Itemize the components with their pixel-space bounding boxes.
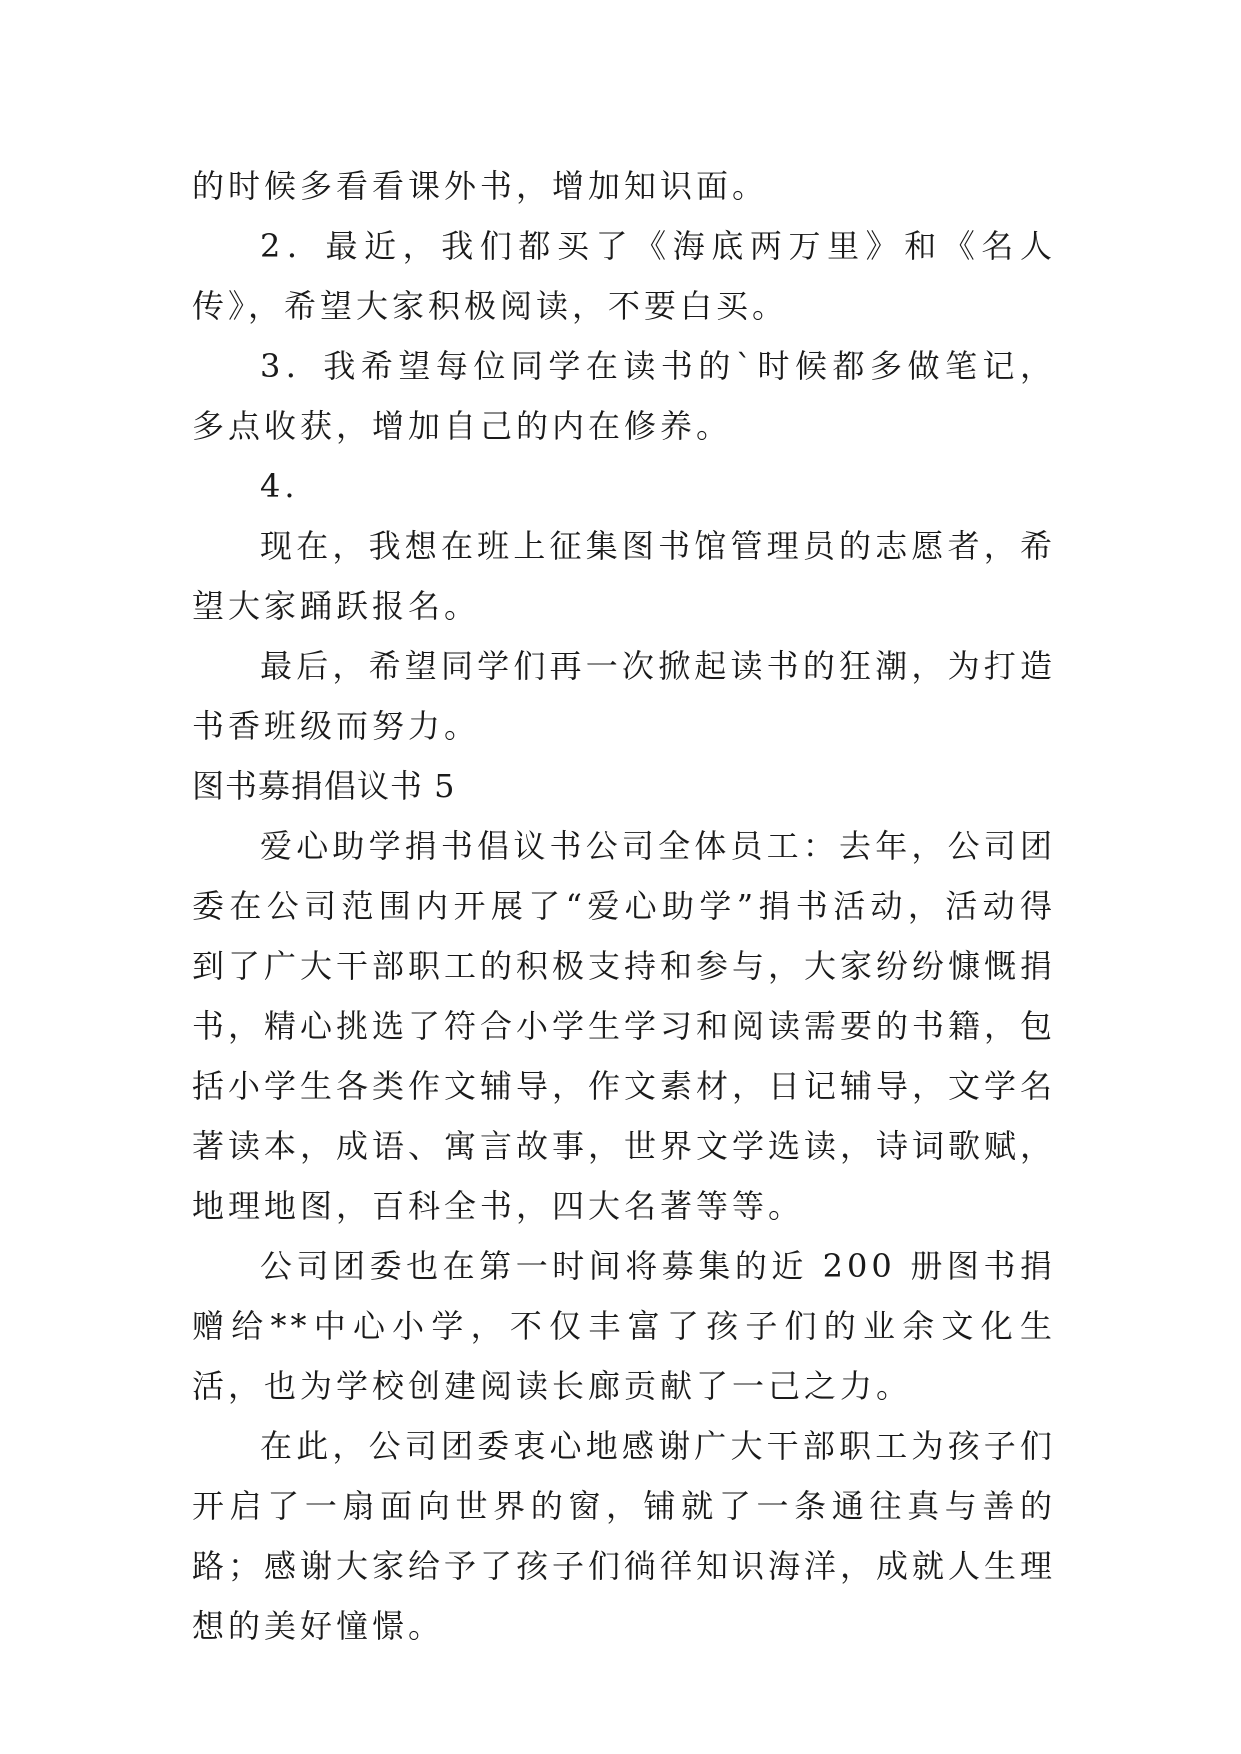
document-body [192,156,1056,1656]
paragraph: 2．最近，我们都买了《海底两万里》和《名人传》，希望大家积极阅读，不要白买。 [192,227,1056,325]
paragraph: 的时候多看看课外书，增加知识面。 [192,167,769,205]
paragraph: 3．我希望每位同学在读书的`时候都多做笔记，多点收获，增加自己的内在修养。 [192,347,1056,445]
paragraph: 4. [260,467,299,505]
paragraph: 公司团委也在第一时间将募集的近 200 册图书捐赠给**中心小学，不仅丰富了孩子们的业余文化生活，也为学校创建阅读长廊贡献了一己之力。 [192,1247,1056,1405]
paragraph: 爱心助学捐书倡议书公司全体员工：去年，公司团委在公司范围内开展了“爱心助学”捐书活动，活动得到了广大干部职工的积极支持和参与，大家纷纷慷慨捐书，精心挑选了符合小学生学习和阅读需要的书籍，包括小学生各类作文辅导，作文素材，日记辅导，文学名著读本，成语、寓言故事，世界文学选读，诗词歌赋，地理地图，百科全书，四大名著等等。 [192,827,1057,1225]
section-title: 图书募捐倡议书 5 [192,767,456,805]
paragraph: 在此，公司团委衷心地感谢广大干部职工为孩子们开启了一扇面向世界的窗，铺就了一条通往真与善的路；感谢大家给予了孩子们徜徉知识海洋，成就人生理想的美好憧憬。 [192,1427,1057,1645]
paragraph: 现在，我想在班上征集图书馆管理员的志愿者，希望大家踊跃报名。 [192,527,1056,625]
paragraph: 最后，希望同学们再一次掀起读书的狂潮，为打造书香班级而努力。 [192,647,1056,745]
